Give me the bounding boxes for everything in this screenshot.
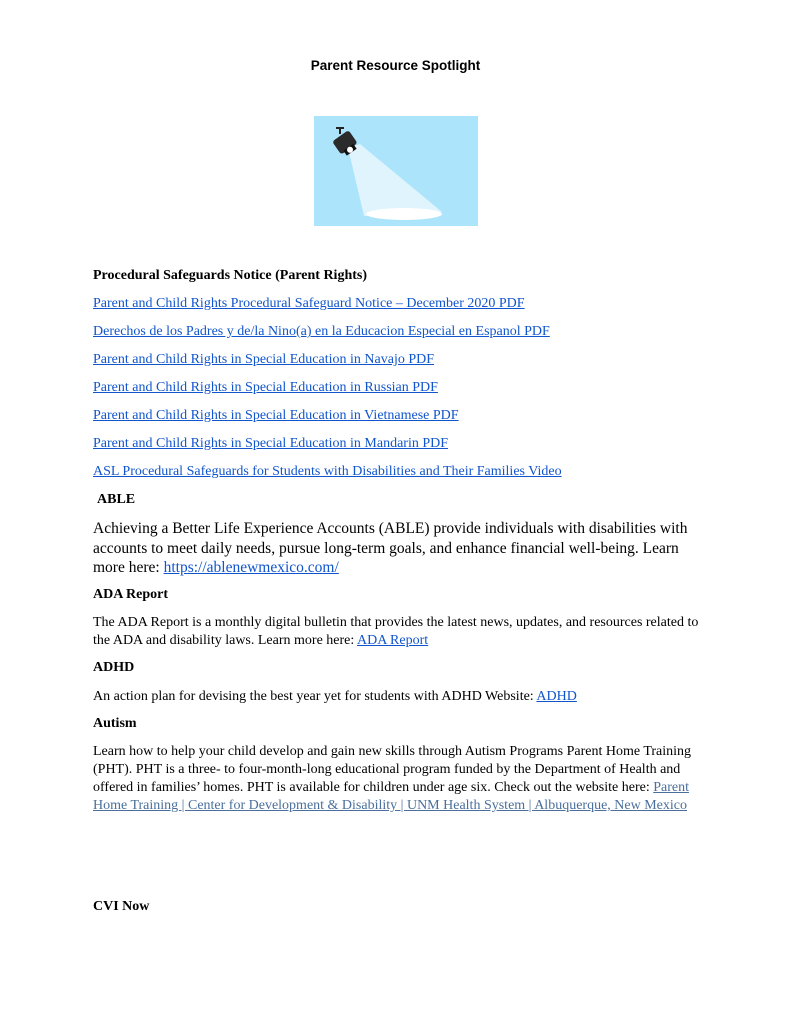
link-rights-russian[interactable]: Parent and Child Rights in Special Education in Russian PDF [93, 380, 438, 395]
section-heading-ada: ADA Report [93, 587, 169, 602]
link-able-new-mexico[interactable]: https://ablenewmexico.com/ [163, 559, 339, 576]
link-ada-report[interactable]: ADA Report [357, 633, 429, 648]
section-heading-procedural: Procedural Safeguards Notice (Parent Rights) [93, 268, 367, 283]
page-title: Parent Resource Spotlight [310, 58, 481, 73]
able-paragraph [93, 519, 713, 578]
link-procedural-safeguard-notice[interactable]: Parent and Child Rights Procedural Safeguard Notice – December 2020 PDF [93, 296, 525, 311]
link-rights-navajo[interactable]: Parent and Child Rights in Special Education in Navajo PDF [93, 352, 435, 367]
ada-paragraph [93, 614, 708, 650]
section-heading-able: ABLE [97, 492, 136, 507]
section-heading-cvi: CVI Now [93, 899, 150, 914]
link-rights-mandarin[interactable]: Parent and Child Rights in Special Education in Mandarin PDF [93, 436, 449, 451]
able-text: Achieving a Better Life Experience Accounts (ABLE) provide individuals with disabilities with accounts to meet daily needs, pursue long-term goals, and enhance financial well-being. Learn more here: [93, 520, 688, 576]
link-derechos-espanol[interactable]: Derechos de los Padres y de/la Nino(a) en la Educacion Especial en Espanol PDF [93, 324, 550, 339]
autism-paragraph [93, 743, 708, 815]
ada-text: The ADA Report is a monthly digital bulletin that provides the latest news, updates, and resources related to the ADA and disability laws. Learn more here: [93, 615, 699, 648]
link-parent-home-training[interactable]: Parent Home Training | Center for Development & Disability | UNM Health System | Albuquerque, New Mexico [93, 780, 689, 813]
adhd-text: An action plan for devising the best year yet for students with ADHD Website: [93, 689, 537, 704]
spotlight-icon [314, 116, 478, 226]
section-heading-adhd: ADHD [93, 660, 135, 675]
link-adhd[interactable]: ADHD [536, 689, 577, 704]
adhd-paragraph [93, 688, 708, 706]
link-asl-video[interactable]: ASL Procedural Safeguards for Students with Disabilities and Their Families Video [93, 464, 562, 479]
section-heading-autism: Autism [93, 716, 137, 731]
autism-text: Learn how to help your child develop and gain new skills through Autism Programs Parent Home Training (PHT). PHT is a three- to four-month-long educational program funded by the Department of Health and offered in families’ homes. PHT is available for children under age six. Check out the website here: [93, 744, 692, 795]
link-rights-vietnamese[interactable]: Parent and Child Rights in Special Education in Vietnamese PDF [93, 408, 459, 423]
